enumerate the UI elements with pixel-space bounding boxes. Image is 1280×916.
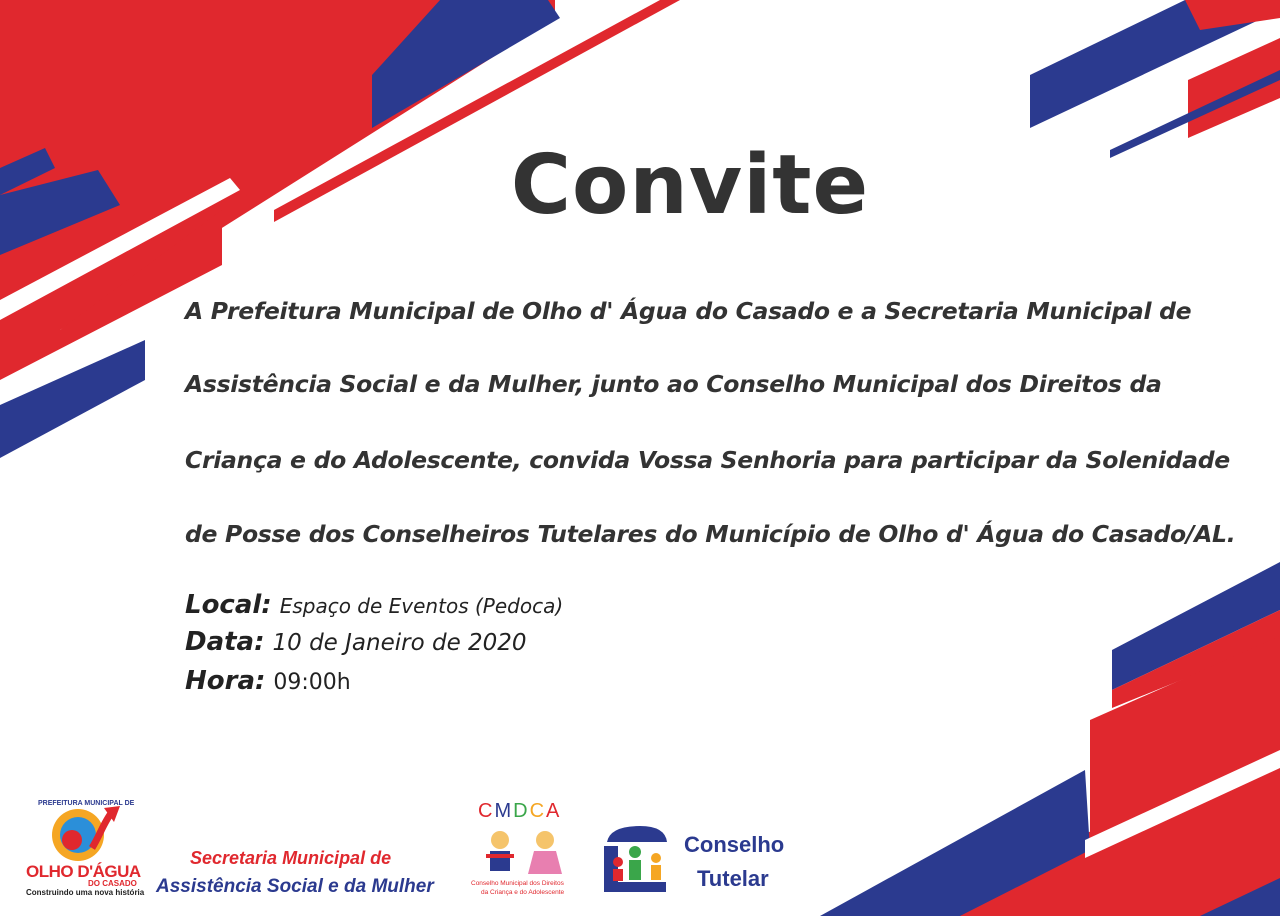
local-value: Espaço de Eventos (Pedoca) (279, 594, 564, 618)
cmdca-letter-d: D (513, 800, 530, 822)
cmdca-letter-c2: C (529, 800, 547, 822)
cmdca-letter-m: M (494, 800, 514, 822)
local-label: Local: (185, 590, 272, 620)
cmdca-letter-c1: C (478, 800, 495, 822)
prefeitura-logo (52, 806, 120, 861)
invitation-text-line-1: A Prefeitura Municipal de Olho d' Água do Casado e a Secretaria Municipal de (185, 297, 1192, 325)
conselho-tutelar-line-1: Conselho (684, 832, 785, 857)
stripe-red-right (1188, 38, 1280, 138)
prefeitura-subname: DO CASADO (88, 879, 137, 888)
cmdca-letter-a: A (546, 800, 562, 822)
invitation-text-line-3: Criança e do Adolescente, convida Vossa Senhoria para participar da Solenidade (185, 446, 1230, 474)
hora-label: Hora: (185, 666, 266, 696)
hora-value: 09:00h (273, 670, 351, 695)
cmdca-caption-2: da Criança e do Adolescente (481, 889, 565, 896)
secretaria-line-1: Secretaria Municipal de (190, 848, 392, 868)
detail-hora (185, 666, 351, 696)
conselho-tutelar-line-2: Tutelar (697, 866, 769, 891)
prefeitura-arc-text: PREFEITURA MUNICIPAL DE (38, 800, 135, 807)
invitation-text-line-4: de Posse dos Conselheiros Tutelares do Município de Olho d' Água do Casado/AL. (185, 520, 1236, 548)
detail-data (185, 627, 527, 657)
detail-local (185, 590, 563, 620)
data-value: 10 de Janeiro de 2020 (272, 630, 527, 656)
cmdca-caption-1: Conselho Municipal dos Direitos (471, 880, 564, 887)
prefeitura-name: OLHO D'ÁGUA (26, 862, 141, 881)
prefeitura-slogan: Construindo uma nova história (26, 888, 145, 897)
cmdca-children-icon (486, 831, 562, 874)
cmdca-wordmark (478, 800, 561, 823)
invitation-title: Convite (510, 138, 870, 233)
invitation-text-line-2: Assistência Social e da Mulher, junto ao Conselho Municipal dos Direitos da (185, 370, 1162, 398)
secretaria-line-2: Assistência Social e da Mulher (156, 876, 434, 897)
data-label: Data: (185, 627, 265, 657)
conselho-tutelar-icon (604, 826, 667, 892)
